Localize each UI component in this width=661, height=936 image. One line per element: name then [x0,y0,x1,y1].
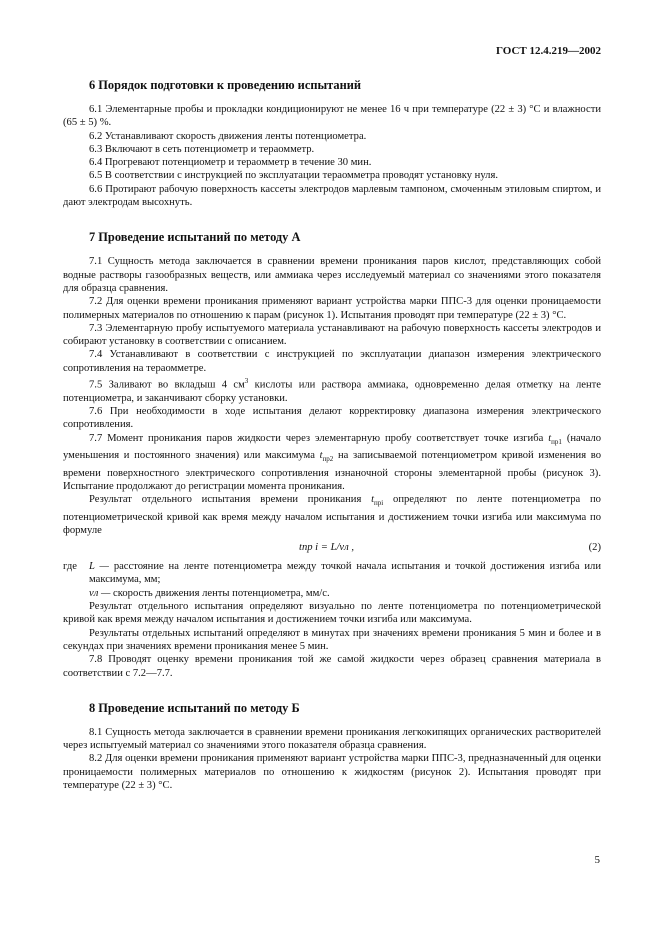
section-7-title: 7 Проведение испытаний по методу А [89,230,301,245]
para-visual: Результат отдельного испытания определяют визуально по ленте потенциометра по потенциометрической кривой как время между началом испытания и достижением точки изгиба или максимума. [63,601,601,626]
para-7-3: 7.3 Элементарную пробу испытуемого материала устанавливают на рабочую поверхность кассеты электродов и собирают установку в соответствии с описанием. [63,322,601,348]
formula-expression: tпр i = L/vл , [299,542,355,554]
page-number: 5 [594,854,600,866]
para-6-2: 6.2 Устанавливают скорость движения ленты потенциометра. [89,130,367,142]
formula-definitions: где L — расстояние на ленте потенциометра между точкой начала испытания и точкой достижения изгиба или максимума, мм; vл — скорость движения ленты потенциометра, мм/с. [63,561,601,599]
para-8-1: 8.1 Сущность метода заключается в сравнении времени проникания легкокипящих органических растворителей через испытуемый материал со значениями этого показателя образца сравнения. [63,726,601,752]
para-7-5: 7.5 Заливают во вкладыш 4 $см^3$ кислоты или раствора аммиака, одновременно делая отметку на ленте потенциометра, и заканчивают сборку установки. [63,377,601,404]
para-7-4: 7.4 Устанавливают в соответствии с инструкцией по эксплуатации диапазон измерения электрического сопротивления на тераомметре. [63,349,601,374]
document-body [63,78,601,792]
section-8-title: 8 Проведение испытаний по методу Б [89,700,300,715]
para-7-7: 7.7 Момент проникания паров жидкости через элементарную пробу соответствует точке изгиба $t_{пр1}$ (начало уменьшения и постоянного значения) или максимума $t_{пр2}$ на записываемой потенциометром кривой изменения во времени поверхностного электрического сопротивления изнаночной стороны элементарной пробы (рисунок 3). Испытание продолжают до регистрации момента проникания. [63,432,601,492]
para-7-2: 7.2 Для оценки времени проникания применяют вариант устройства марки ППС-3 для оценки проницаемости полимерных материалов по отношению к парам (рисунок 1). Испытания проводят при температуре (22 ± 3) °С. [63,296,601,321]
section-6-title: 6 Порядок подготовки к проведению испытаний [89,78,361,92]
para-6-1: 6.1 Элементарные пробы и прокладки кондиционируют не менее 16 ч при температуре (22 ± 3) °С и влажности (65 ± 5) %. [63,104,601,129]
para-6-6: 6.6 Протирают рабочую поверхность кассеты электродов марлевым тампоном, смоченным этиловым спиртом, и дают электродам высохнуть. [63,183,601,209]
formula-2 [63,541,601,557]
page-header: ГОСТ 12.4.219—2002 [496,45,601,57]
formula-number: (2) [588,542,601,554]
para-result: Результат отдельного испытания времени проникания $t_{прi}$ определяют по ленте потенциометра по потенциометрической кривой как время между началом испытания и достижением точки изгиба или максимума по формуле [63,494,601,536]
para-7-1: 7.1 Сущность метода заключается в сравнении времени проникания паров кислот, представляющих собой водные растворы газообразных веществ, или аммиака через исследуемый материал со значениями этого показателя для образца сравнения. [63,256,601,294]
para-8-2: 8.2 Для оценки времени проникания применяют вариант устройства марки ППС-3, предназначенный для оценки проницаемости полимерных материалов по отношению к жидкостям (рисунок 2). Испытания проводят при температуре (22 ± 3) °С. [63,753,601,792]
para-6-3: 6.3 Включают в сеть потенциометр и тераомметр. [89,143,315,155]
para-7-6: 7.6 При необходимости в ходе испытания делают корректировку диапазона измерения электрического сопротивления. [63,406,601,431]
para-6-5: 6.5 В соответствии с инструкцией по эксплуатации тераомметра проводят установку нуля. [89,170,498,182]
para-7-8: 7.8 Проводят оценку времени проникания той же самой жидкости через образец сравнения материала в соответствии с 7.2—7.7. [63,654,601,679]
para-6-4: 6.4 Прогревают потенциометр и тераомметр в течение 30 мин. [89,157,372,169]
para-units: Результаты отдельных испытаний определяют в минутах при значениях времени проникания 5 мин и более и в секундах при значениях времени проникания менее 5 мин. [63,627,601,652]
